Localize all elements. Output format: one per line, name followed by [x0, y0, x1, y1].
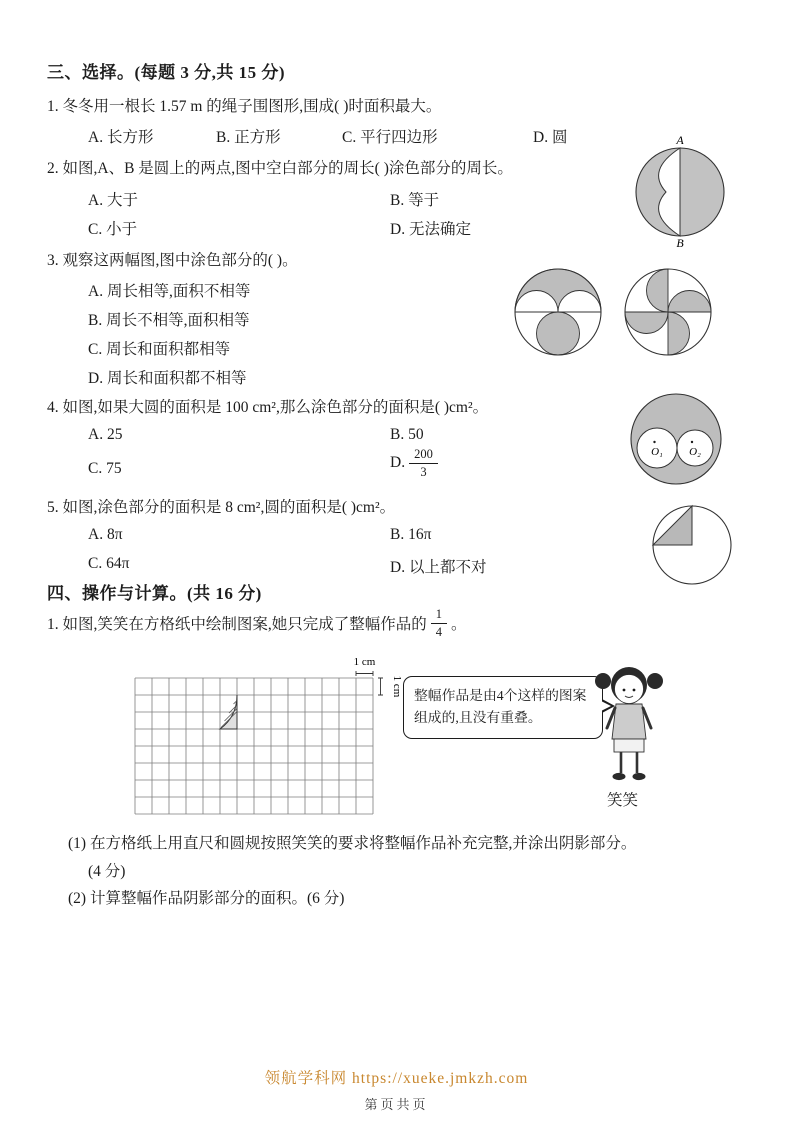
- q4-option-d-label: D.: [390, 454, 406, 471]
- footer-page-number: 第页共页: [364, 1097, 429, 1112]
- q5-option-d: D. 以上都不对: [390, 559, 487, 576]
- s4q1-fraction: [431, 608, 447, 638]
- q4-center-o1-label: O₁: [651, 446, 663, 458]
- q3-left-circle-figure: [512, 266, 604, 358]
- q4-option-b: B. 50: [390, 426, 424, 443]
- q3-right-circle-figure: [622, 266, 714, 358]
- s4q1-text-suffix: 。: [451, 616, 467, 633]
- s4q1-text: [47, 608, 467, 638]
- q1-option-a: A. 长方形: [88, 129, 154, 146]
- grid-cm-side-label: 1 cm: [391, 675, 403, 698]
- q4-option-c: C. 75: [88, 460, 122, 477]
- q4-text: 4. 如图,如果大圆的面积是 100 cm²,那么涂色部分的面积是( )cm²。: [47, 399, 489, 416]
- s4q1-text-prefix: 1. 如图,笑笑在方格纸中绘制图案,她只完成了整幅作品的: [47, 616, 427, 633]
- q2-option-b: B. 等于: [390, 192, 440, 209]
- q4-option-a: A. 25: [88, 426, 123, 443]
- q5-circle-figure: [650, 503, 734, 587]
- q4-option-d: [390, 448, 442, 478]
- q4-option-d-fraction: [409, 448, 438, 478]
- q2-point-a-label: A: [676, 134, 684, 147]
- q1-text: 1. 冬冬用一根长 1.57 m 的绳子围图形,围成( )时面积最大。: [47, 98, 442, 115]
- q2-option-d: D. 无法确定: [390, 221, 471, 238]
- fraction-denominator: 3: [420, 464, 427, 479]
- s4q1-sub2-text: (2) 计算整幅作品阴影部分的面积。(6 分): [68, 890, 345, 907]
- q5-option-b: B. 16π: [390, 526, 432, 543]
- q1-option-d: D. 圆: [533, 129, 568, 146]
- q2-circle-figure: [632, 134, 728, 248]
- q5-option-a: A. 8π: [88, 526, 123, 543]
- q2-point-b-label: B: [676, 236, 684, 248]
- q3-option-c: C. 周长和面积都相等: [88, 341, 231, 358]
- q5-text: 5. 如图,涂色部分的面积是 8 cm²,圆的面积是( )cm²。: [47, 499, 396, 516]
- fraction-numerator: 1: [431, 608, 447, 624]
- s4q1-sub1-text: (1) 在方格纸上用直尺和圆规按照笑笑的要求将整幅作品补充完整,并涂出阴影部分。: [68, 835, 637, 852]
- grid-cm-top-label: 1 cm: [353, 656, 376, 668]
- q4-circle-figure: [628, 391, 724, 487]
- q2-text: 2. 如图,A、B 是圆上的两点,图中空白部分的周长( )涂色部分的周长。: [47, 160, 513, 177]
- section4-title: 四、操作与计算。(共 16 分): [47, 584, 262, 603]
- q3-option-d: D. 周长和面积都不相等: [88, 370, 247, 387]
- q3-option-b: B. 周长不相等,面积相等: [88, 312, 250, 329]
- q3-option-a: A. 周长相等,面积不相等: [88, 283, 251, 300]
- q1-option-b: B. 正方形: [216, 129, 281, 146]
- q5-option-c: C. 64π: [88, 555, 130, 572]
- girl-name-label: 笑笑: [607, 792, 639, 809]
- q2-option-c: C. 小于: [88, 221, 138, 238]
- fraction-numerator: 200: [409, 448, 438, 464]
- speech-bubble-text: 整幅作品是由4个这样的图案组成的,且没有重叠。: [414, 688, 587, 726]
- grid-figure: [133, 650, 405, 820]
- fraction-denominator: 4: [435, 624, 443, 639]
- girl-illustration: [583, 655, 679, 787]
- q2-option-a: A. 大于: [88, 192, 138, 209]
- section3-title: 三、选择。(每题 3 分,共 15 分): [47, 63, 286, 82]
- q1-option-c: C. 平行四边形: [342, 129, 438, 146]
- q3-text: 3. 观察这两幅图,图中涂色部分的( )。: [47, 252, 298, 269]
- s4q1-sub1-points: (4 分): [88, 863, 126, 880]
- speech-bubble: [403, 676, 603, 739]
- q4-center-o2-label: O₂: [689, 446, 701, 458]
- footer-site-link: 领航学科网 https://xueke.jmkzh.com: [264, 1070, 529, 1087]
